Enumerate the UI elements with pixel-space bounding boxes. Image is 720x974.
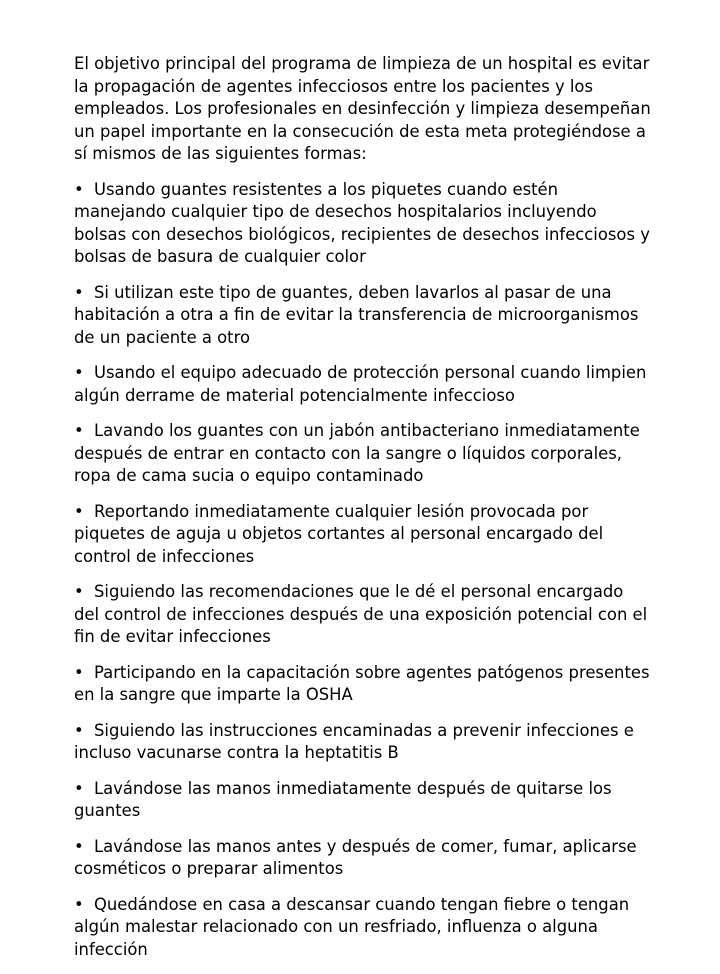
bullet: • — [74, 282, 84, 302]
list-item — [74, 501, 652, 569]
list-item — [74, 778, 652, 823]
list-item — [74, 720, 652, 765]
list-item-text: Siguiendo las instrucciones encaminadas a prevenir infecciones e incluso vacunarse contra la heptatitis B — [74, 720, 634, 762]
list-item — [74, 420, 652, 488]
document-page — [74, 53, 652, 974]
list-item-text: Lavándose las manos inmediatamente después de quitarse los guantes — [74, 778, 612, 820]
list-item-text: Usando el equipo adecuado de protección personal cuando limpien algún derrame de material potencialmente infeccioso — [74, 363, 647, 405]
list-item-text: Reportando inmediatamente cualquier lesión provocada por piquetes de aguja u objetos cortantes al personal encargado del control de infecciones — [74, 501, 604, 566]
bullet: • — [74, 501, 84, 521]
list-item — [74, 282, 652, 350]
list-item-text: Lavando los guantes con un jabón antibacteriano inmediatamente después de entrar en contacto con la sangre o líquidos corporales, ropa de cama sucia o equipo contaminado — [74, 421, 640, 485]
list-item — [74, 836, 652, 881]
list-item — [74, 581, 652, 649]
bullet: • — [74, 720, 84, 740]
bullet: • — [74, 894, 84, 914]
list-item — [74, 662, 652, 707]
list-item-text: Participando en la capacitación sobre agentes patógenos presentes en la sangre que imparte la OSHA — [74, 662, 650, 704]
list-item-text: Quedándose en casa a descansar cuando tengan fiebre o tengan algún malestar relacionado con un resfriado, influenza o alguna infección — [74, 894, 630, 959]
bullet: • — [74, 778, 84, 798]
list-item-text: Lavándose las manos antes y después de comer, fumar, aplicarse cosméticos o preparar alimentos — [74, 836, 637, 878]
bullet: • — [74, 582, 84, 601]
list-item-text: Si utilizan este tipo de guantes, deben lavarlos al pasar de una habitación a otra a fin de evitar la transferencia de microorganismos de un paciente a otro — [74, 282, 639, 347]
bullet: • — [74, 662, 84, 682]
bullet: • — [74, 836, 84, 856]
bullet: • — [74, 179, 84, 199]
protection-list — [74, 179, 652, 962]
bullet: • — [74, 421, 84, 440]
list-item — [74, 894, 652, 962]
list-item-text: Usando guantes resistentes a los piquetes cuando estén manejando cualquier tipo de desechos hospitalarios incluyendo bolsas con desechos biológicos, recipientes de desechos infecciosos y bolsas de basura de cualquier color — [74, 179, 650, 266]
list-item-text: Siguiendo las recomendaciones que le dé el personal encargado del control de infecciones después de una exposición potencial con el fin de evitar infecciones — [74, 582, 648, 646]
list-item — [74, 179, 652, 269]
intro-paragraph: El objetivo principal del programa de limpieza de un hospital es evitar la propagación de agentes infecciosos entre los pacientes y los empleados. Los profesionales en desinfección y limpieza desempeñan un papel importante en la consecución de esta meta protegiéndose a sí mismos de las siguientes formas: — [74, 54, 651, 163]
bullet: • — [74, 363, 84, 382]
list-item — [74, 362, 652, 407]
